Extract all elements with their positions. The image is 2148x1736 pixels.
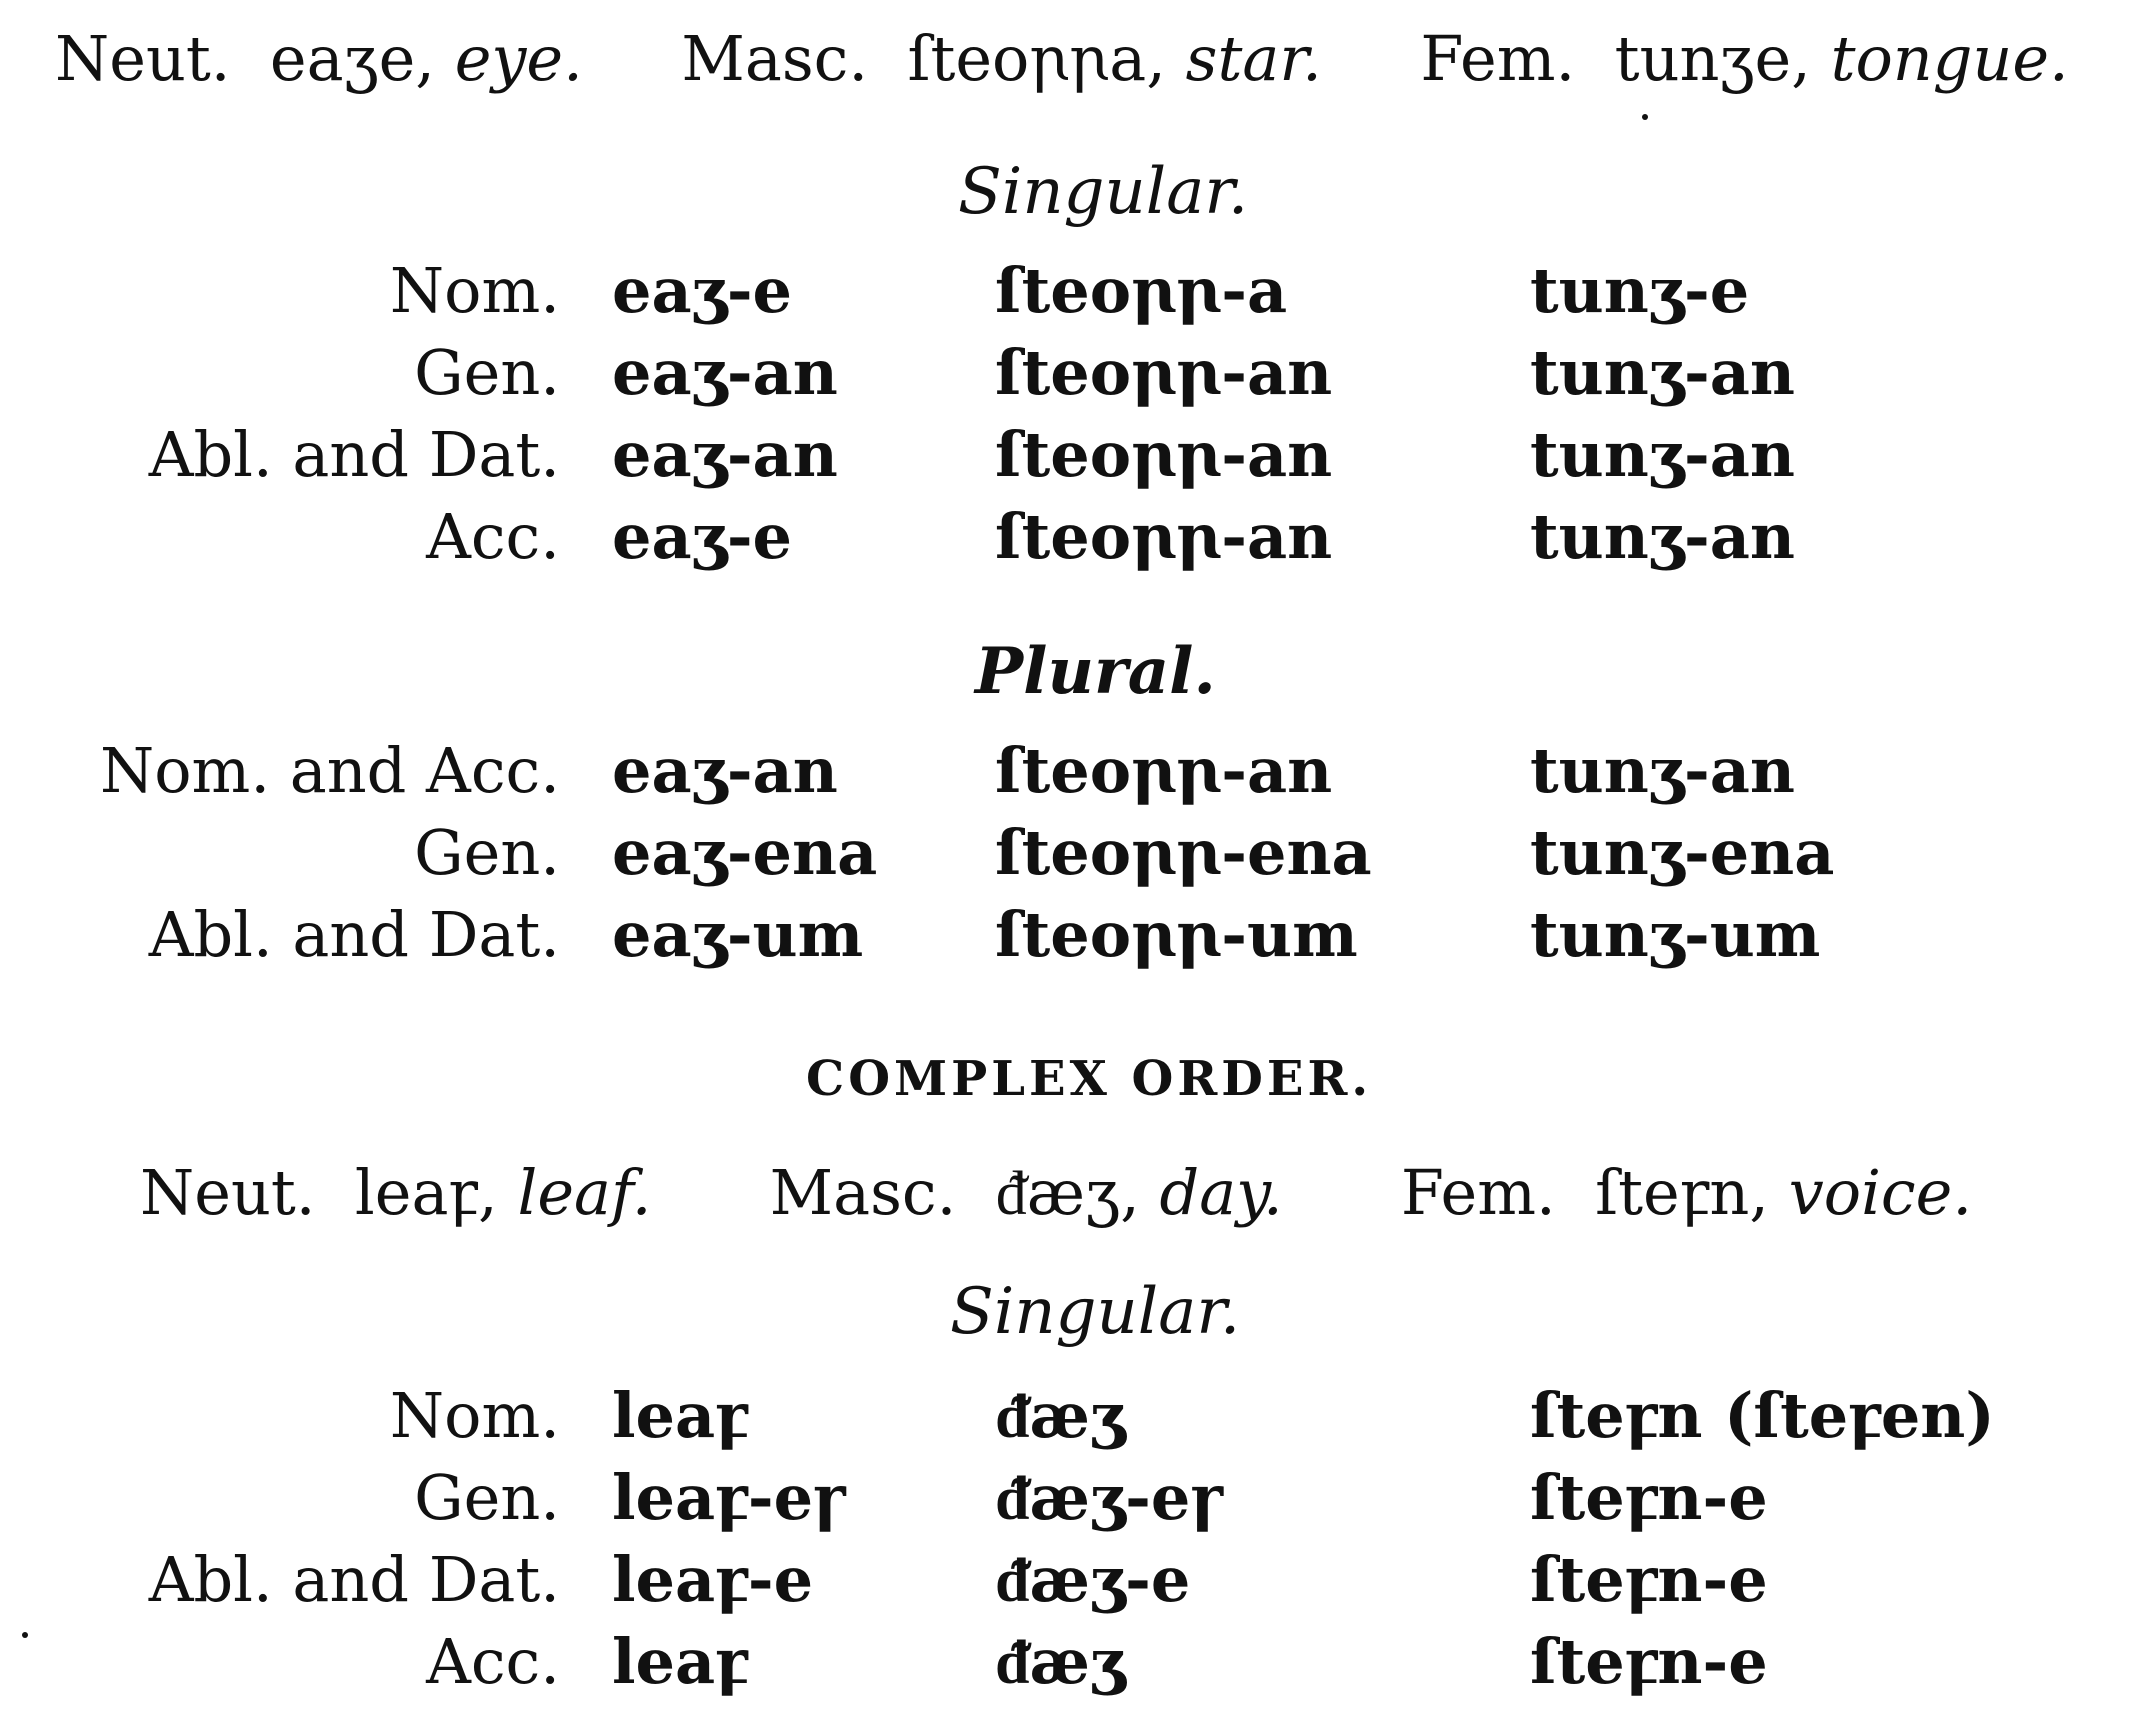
- table-row: Nom. eaʒ-e ſteoꞃꞃ-a tunʒ-e: [389, 254, 1750, 327]
- neut-gloss: eye.: [454, 22, 583, 95]
- table-row: Gen. leaꝼ-eꞅ ᵭæʒ-eꞅ ſteꝼn-e: [414, 1461, 1768, 1534]
- stray-dot: [22, 1632, 28, 1638]
- table-row: Acc. leaꝼ ᵭæʒ ſteꝼn-e: [426, 1625, 1768, 1698]
- fem-gloss: voice.: [1788, 1156, 1973, 1229]
- plural-heading: Plural.: [975, 634, 1216, 709]
- table-row: Nom. and Acc. eaʒ-an ſteoꞃꞃ-an tunʒ-an: [99, 734, 1795, 807]
- complex-singular-heading: Singular.: [950, 1275, 1241, 1349]
- neut-label: Neut.: [140, 1156, 316, 1229]
- table-row: Abl. and Dat. eaʒ-an ſteoꞃꞃ-an tunʒ-an: [148, 418, 1795, 491]
- table-row: Acc. eaʒ-e ſteoꞃꞃ-an tunʒ-an: [426, 500, 1795, 573]
- neut-label: Neut.: [55, 22, 231, 95]
- neut-gloss: leaf.: [517, 1156, 652, 1229]
- table-row: Abl. and Dat. leaꝼ-e ᵭæʒ-e ſteꝼn-e: [148, 1543, 1768, 1616]
- table-row: Abl. and Dat. eaʒ-um ſteoꞃꞃ-um tunʒ-um: [148, 898, 1821, 971]
- fem-word: tunʒe,: [1614, 22, 1811, 95]
- fem-word: ſteꝼn,: [1595, 1156, 1769, 1229]
- masc-label: Masc.: [681, 22, 869, 95]
- stray-dot: [1642, 114, 1648, 120]
- masc-gloss: day.: [1159, 1156, 1283, 1229]
- masc-label: Masc.: [769, 1156, 957, 1229]
- singular-heading: Singular.: [958, 155, 1249, 229]
- table-row: Nom. leaꝼ ᵭæʒ ſteꝼn (ſteꝼen): [389, 1379, 1995, 1452]
- neut-word: eaʒe,: [269, 22, 435, 95]
- fem-label: Fem.: [1400, 1156, 1556, 1229]
- fem-label: Fem.: [1420, 22, 1576, 95]
- masc-gloss: star.: [1185, 22, 1322, 95]
- complex-order-title: COMPLEX ORDER.: [806, 1051, 1373, 1107]
- table-row: Gen. eaʒ-an ſteoꞃꞃ-an tunʒ-an: [414, 336, 1795, 409]
- masc-word: ᵭæʒ,: [995, 1156, 1140, 1229]
- masc-word: ſteoꞃꞃa,: [907, 22, 1166, 95]
- complex-gender-heading: [140, 1156, 1973, 1229]
- table-row: Gen. eaʒ-ena ſteoꞃꞃ-ena tunʒ-ena: [414, 816, 1835, 889]
- simple-gender-heading: [55, 22, 2069, 95]
- neut-word: leaꝼ,: [354, 1156, 498, 1229]
- fem-gloss: tongue.: [1830, 22, 2069, 95]
